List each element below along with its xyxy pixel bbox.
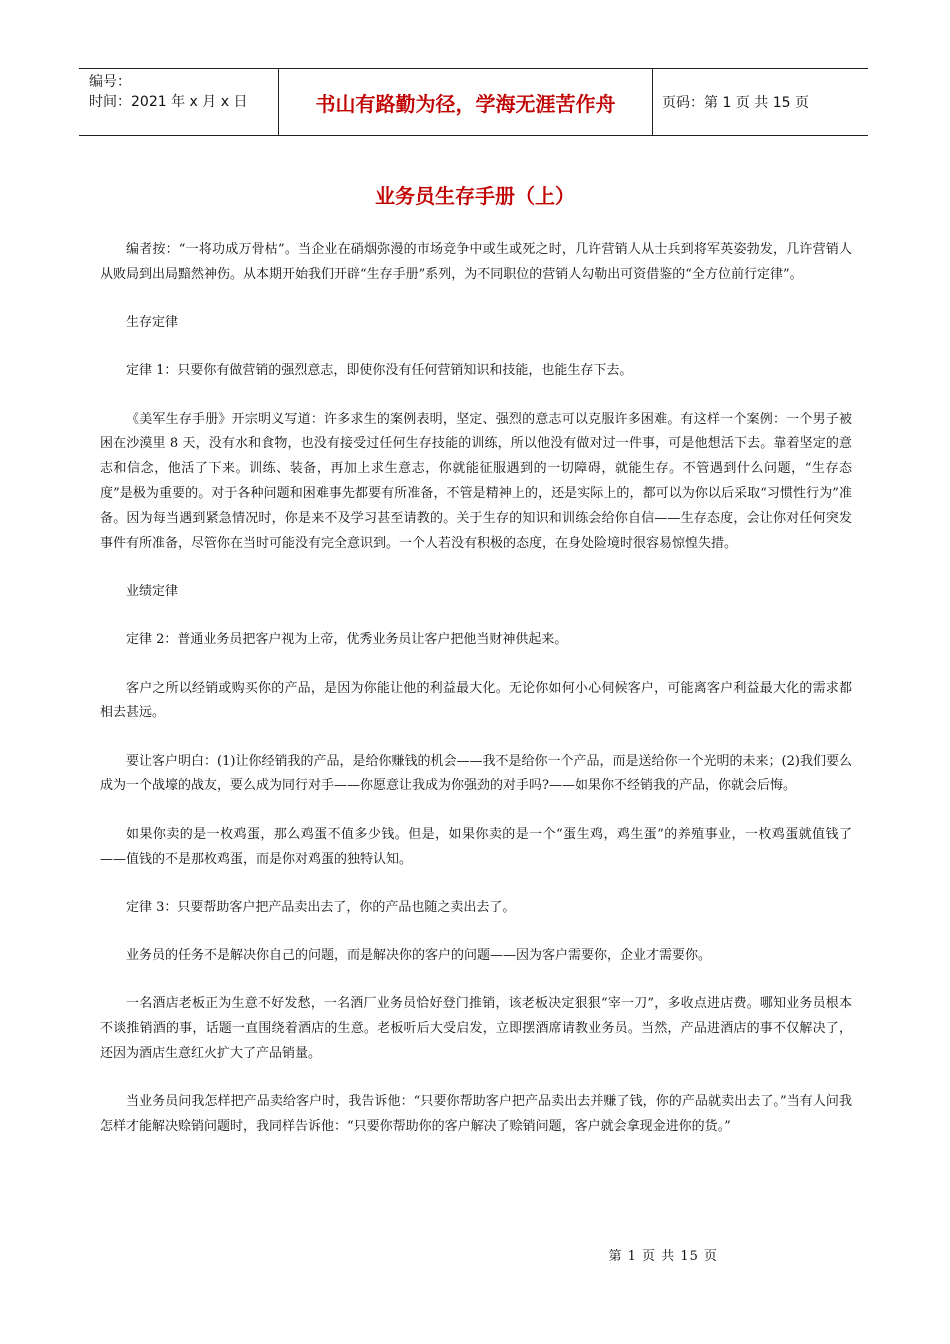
motto-text: 书山有路勤为径，学海无涯苦作舟 — [315, 91, 616, 116]
page-footer: 第 1 页 共 15 页 — [608, 1249, 718, 1264]
time-label: 时间：2021 年 x 月 x 日 — [89, 94, 248, 110]
editor-note-paragraph: 编者按：“一将功成万骨枯”。当企业在硝烟弥漫的市场竞争中或生或死之时，几许营销人从士兵到将军英姿勃发，几许营销人从败局到出局黯然神伤。从本期开始我们开辟“生存手册”系列，为不同职位的营销人勾勒出可资借鉴的“全方位前行定律”。 — [100, 242, 852, 282]
section-heading-performance: 业绩定律 — [126, 583, 179, 599]
body-paragraph: 《美军生存手册》开宗明义写道：许多求生的案例表明，坚定、强烈的意志可以克服许多困难。有这样一个案例：一个男子被困在沙漠里 8 天，没有水和食物，也没有接受过任何生存技能的训练，所以他没有做对过一件事，可是他想活下去。靠着坚定的意志和信念，他活了下来。训练、装备，再加上求生意志，你就能征服遇到的一切障碍，就能生存。不管遇到什么问题，“生存态度”是极为重要的。对于各种问题和困难事先都要有所准备，不管是精神上的，还是实际上的，都可以为你以后采取“习惯性行为”准备。因为每当遇到紧急情况时，你是来不及学习甚至请教的。关于生存的知识和训练会给你自信——生存态度，会让你对任何突发事件有所准备，尽管你在当时可能没有完全意识到。一个人若没有积极的态度，在身处险境时很容易惊惶失措。 — [100, 411, 852, 551]
header-meta — [79, 69, 279, 135]
header-motto — [279, 69, 653, 135]
law-2-paragraph: 定律 2：普通业务员把客户视为上帝，优秀业务员让客户把他当财神供起来。 — [126, 632, 568, 648]
section-heading-survival: 生存定律 — [126, 315, 179, 331]
body-paragraph: 当业务员问我怎样把产品卖给客户时，我告诉他：“只要你帮助客户把产品卖出去并赚了钱，你的产品就卖出去了。”当有人问我怎样才能解决赊销问题时，我同样告诉他：“只要你帮助你的客户解决了赊销问题，客户就会拿现金进你的货。” — [100, 1094, 852, 1135]
law-1-paragraph: 定律 1：只要你有做营销的强烈意志，即使你没有任何营销知识和技能，也能生存下去。 — [126, 363, 633, 379]
body-paragraph: 如果你卖的是一枚鸡蛋，那么鸡蛋不值多少钱。但是，如果你卖的是一个“蛋生鸡，鸡生蛋”的养殖事业，一枚鸡蛋就值钱了——值钱的不是那枚鸡蛋，而是你对鸡蛋的独特认知。 — [100, 826, 852, 867]
document-title: 业务员生存手册（上） — [375, 184, 575, 208]
body-paragraph: 要让客户明白：(1)让你经销我的产品，是给你赚钱的机会——我不是给你一个产品，而是送给你一个光明的未来；(2)我们要么成为一个战壕的战友，要么成为同行对手——你愿意让我成为你强劲的对手吗?——如果你不经销我的产品，你就会后悔。 — [100, 753, 852, 794]
body-paragraph: 客户之所以经销或购买你的产品，是因为你能让他的利益最大化。无论你如何小心伺候客户，可能离客户利益最大化的需求都相去甚远。 — [100, 680, 852, 721]
code-label: 编号： — [89, 74, 131, 90]
header-page-info — [653, 69, 868, 135]
page-info-text: 页码：第 1 页 共 15 页 — [662, 95, 809, 111]
law-3-paragraph: 定律 3：只要帮助客户把产品卖出去了，你的产品也随之卖出去了。 — [126, 899, 516, 915]
body-paragraph: 一名酒店老板正为生意不好发愁，一名酒厂业务员恰好登门推销，该老板决定狠狠“宰一刀”，多收点进店费。哪知业务员根本不谈推销酒的事，话题一直围绕着酒店的生意。老板听后大受启发，立即摆酒席请教业务员。当然，产品进酒店的事不仅解决了，还因为酒店生意红火扩大了产品销量。 — [100, 996, 852, 1062]
page-header — [79, 68, 868, 136]
body-paragraph: 业务员的任务不是解决你自己的问题，而是解决你的客户的问题——因为客户需要你，企业才需要你。 — [126, 948, 712, 964]
document-body — [100, 238, 852, 1163]
